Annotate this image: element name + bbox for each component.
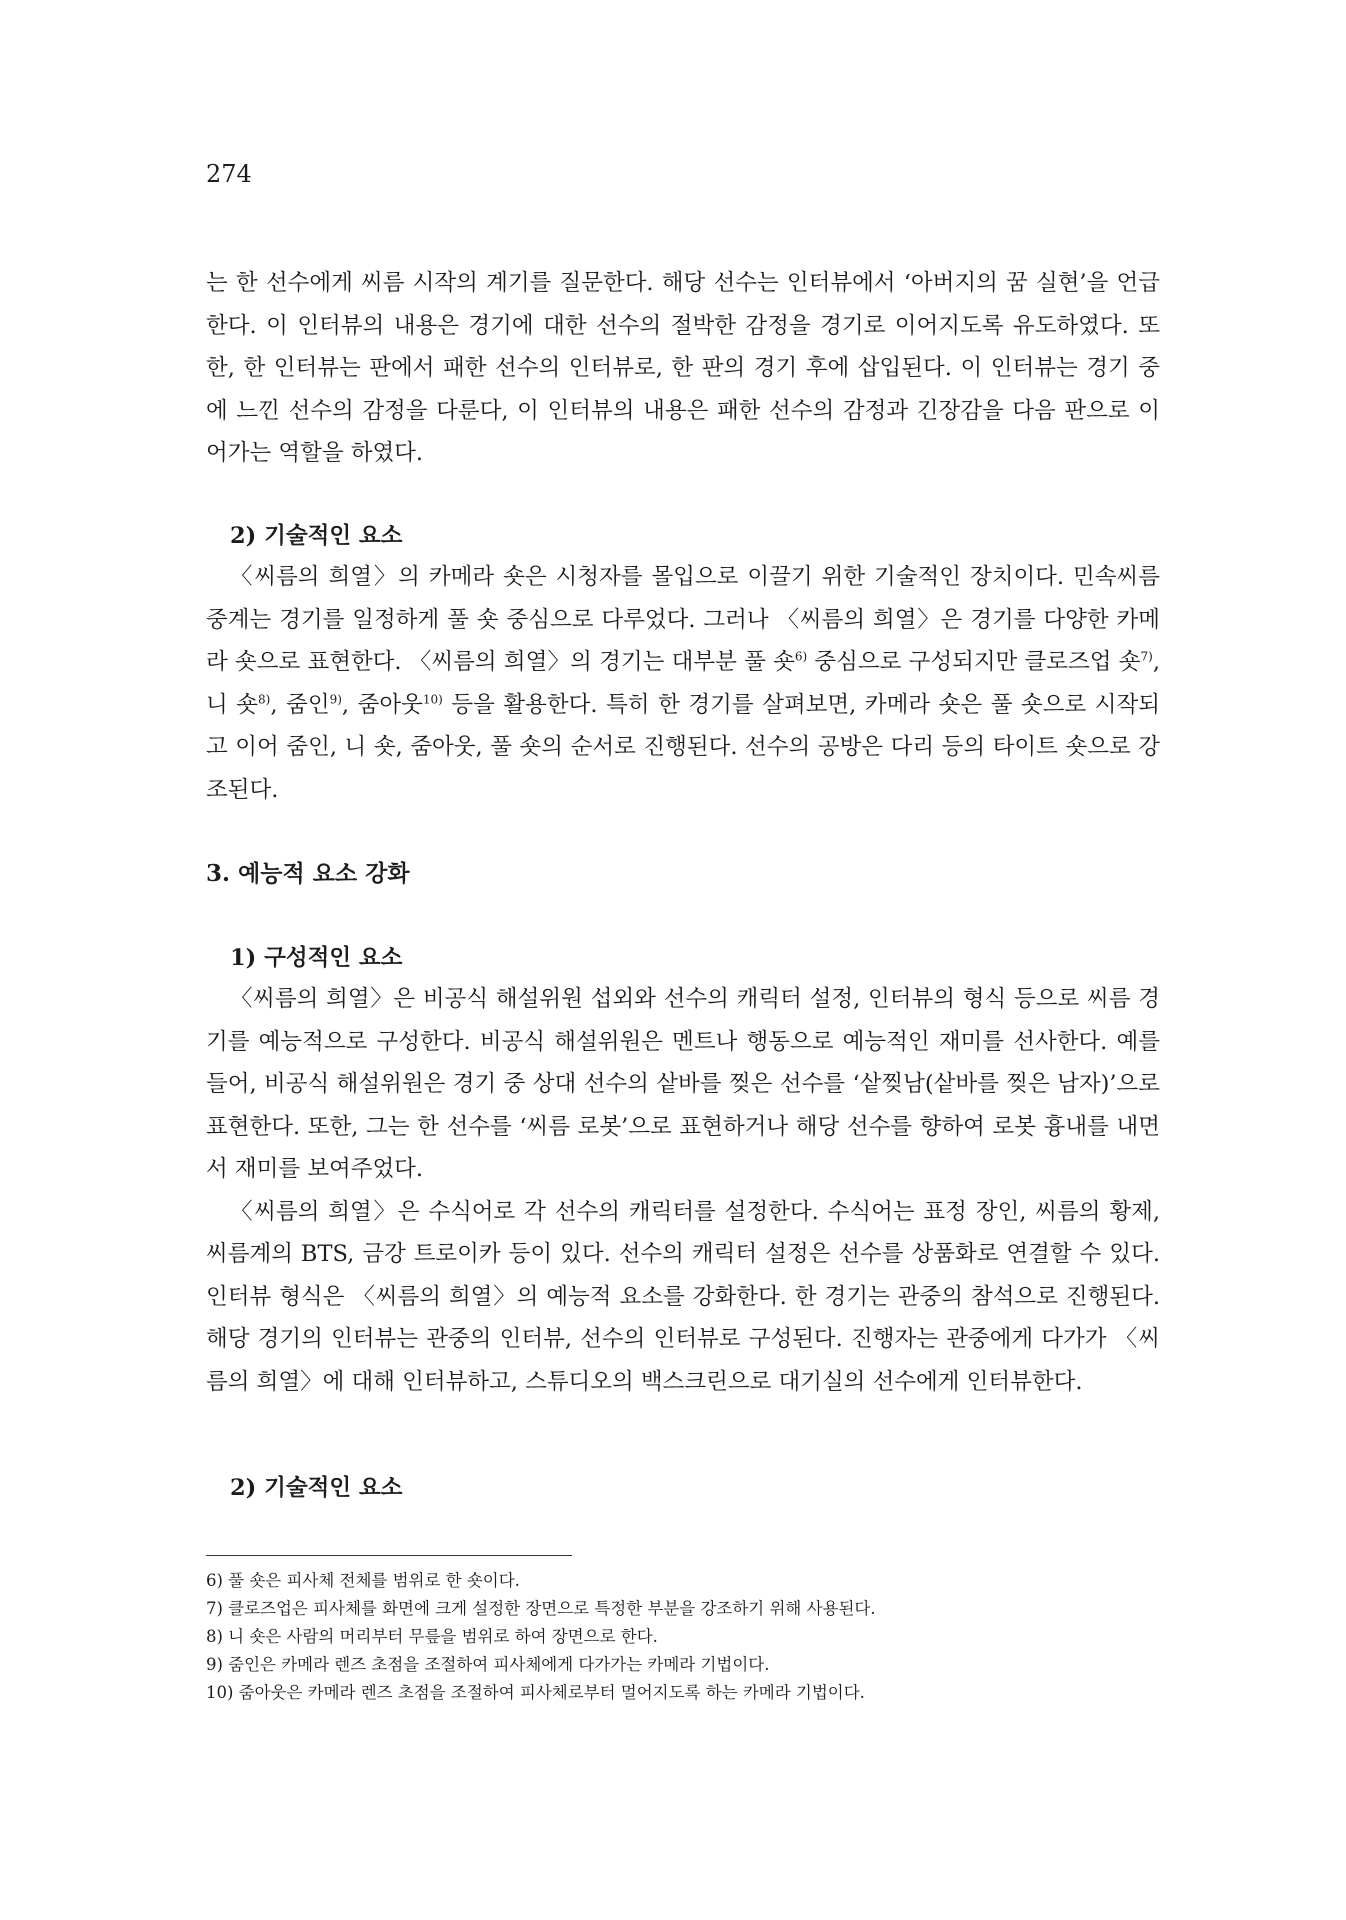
footnote-ref[interactable]: 10): [422, 692, 443, 706]
section-heading: 3. 예능적 요소 강화: [206, 860, 410, 887]
footnote-ref[interactable]: 7): [1140, 649, 1153, 664]
subheading-technical-elements: 2) 기술적인 요소: [230, 1475, 403, 1501]
footnotes: [206, 1567, 1160, 1707]
page-number: 274: [206, 160, 252, 188]
footnote: 8) 니 숏은 사람의 머리부터 무릎을 범위로 하여 장면으로 한다.: [206, 1627, 658, 1646]
paragraph-text: 〈씨름의 희열〉은 수식어로 각 선수의 캐릭터를 설정한다. 수식어는 표정 장인, 씨름의 황제, 씨름계의 BTS, 금강 트로이카 등이 있다. 선수의 캐릭터 설정은 선수를 상품화로 연결할 수 있다. 인터뷰 형식은 〈씨름의 희열〉의 예능적 요소를 강화한다. 한 경기는 관중의 참석으로 진행된다. 해당 경기의 인터뷰는 관중의 인터뷰, 선수의 인터뷰로 구성된다. 진행자는 관중에게 다가가 〈씨름의 희열〉에 대해 인터뷰하고, 스튜디오의 백스크린으로 대기실의 선수에게 인터뷰한다.: [206, 1198, 1160, 1395]
footnote-ref[interactable]: 9): [329, 692, 342, 706]
paragraph-text: 〈씨름의 희열〉은 비공식 해설위원 섭외와 선수의 캐릭터 설정, 인터뷰의 형식 등으로 씨름 경기를 예능적으로 구성한다. 비공식 해설위원은 멘트나 행동으로 예능적인 재미를 선사한다. 예를 들어, 비공식 해설위원은 경기 중 상대 선수의 샅바를 찢은 선수를 ‘샅찢남(샅바를 찢은 남자)’으로 표현한다. 또한, 그는 한 선수를 ‘씨름 로봇’으로 표현하거나 해당 선수를 향하여 로봇 흉내를 내면서 재미를 보여주었다.: [206, 986, 1160, 1182]
paragraph-commentators: [206, 978, 1160, 1403]
footnote: 10) 줌아웃은 카메라 렌즈 초점을 조절하여 피사체로부터 멀어지도록 하는 카메라 기법이다.: [206, 1683, 865, 1702]
paragraph-text: 는 한 선수에게 씨름 시작의 계기를 질문한다. 해당 선수는 인터뷰에서 ‘아버지의 꿈 실현’을 언급한다. 이 인터뷰의 내용은 경기에 대한 선수의 절박한 감정을 경기로 이어지도록 유도하였다. 또한, 한 인터뷰는 판에서 패한 선수의 인터뷰로, 한 판의 경기 후에 삽입된다. 이 인터뷰는 경기 중에 느낀 선수의 감정을 다룬다, 이 인터뷰의 내용은 패한 선수의 감정과 긴장감을 다음 판으로 이어가는 역할을 하였다.: [206, 270, 1160, 466]
paragraph-text: 〈씨름의 희열〉의 카메라 숏은 시청자를 몰입으로 이끌기 위한 기술적인 장치이다. 민속씨름 중계는 경기를 일정하게 풀 숏 중심으로 다루었다. 그러나 〈씨름의 희열〉은 경기를 다양한 카메라 숏으로 표현한다. 〈씨름의 희열〉의 경기는 대부분 풀 숏$^{6)}$ 중심으로 구성되지만 클로즈업 숏$^{7)}$, 니 숏$^{8)}$, 줌인$^{9)}$, 줌아웃$^{10)}$ 등을 활용한다. 특히 한 경기를 살펴보면, 카메라 숏은 풀 숏으로 시작되고 이어 줌인, 니 숏, 줌아웃, 풀 숏의 순서로 진행된다. 선수의 공방은 다리 등의 타이트 숏으로 강조된다.: [206, 564, 1160, 803]
footnote-ref[interactable]: 6): [794, 649, 808, 664]
subheading-structural-elements: 1) 구성적인 요소: [230, 945, 403, 971]
footnote-divider: [206, 1555, 572, 1556]
footnote: 7) 클로즈업은 피사체를 화면에 크게 설정한 장면으로 특정한 부분을 강조하기 위해 사용된다.: [206, 1599, 876, 1618]
footnote: 6) 풀 숏은 피사체 전체를 범위로 한 숏이다.: [206, 1571, 520, 1590]
footnote-ref[interactable]: 8): [258, 692, 271, 706]
paragraph-camera-shots: [206, 556, 1160, 811]
subheading-technical-elements: 2) 기술적인 요소: [230, 523, 403, 549]
footnote: 9) 줌인은 카메라 렌즈 초점을 조절하여 피사체에게 다가가는 카메라 기법이다.: [206, 1655, 770, 1674]
paragraph-interview: [206, 262, 1160, 475]
